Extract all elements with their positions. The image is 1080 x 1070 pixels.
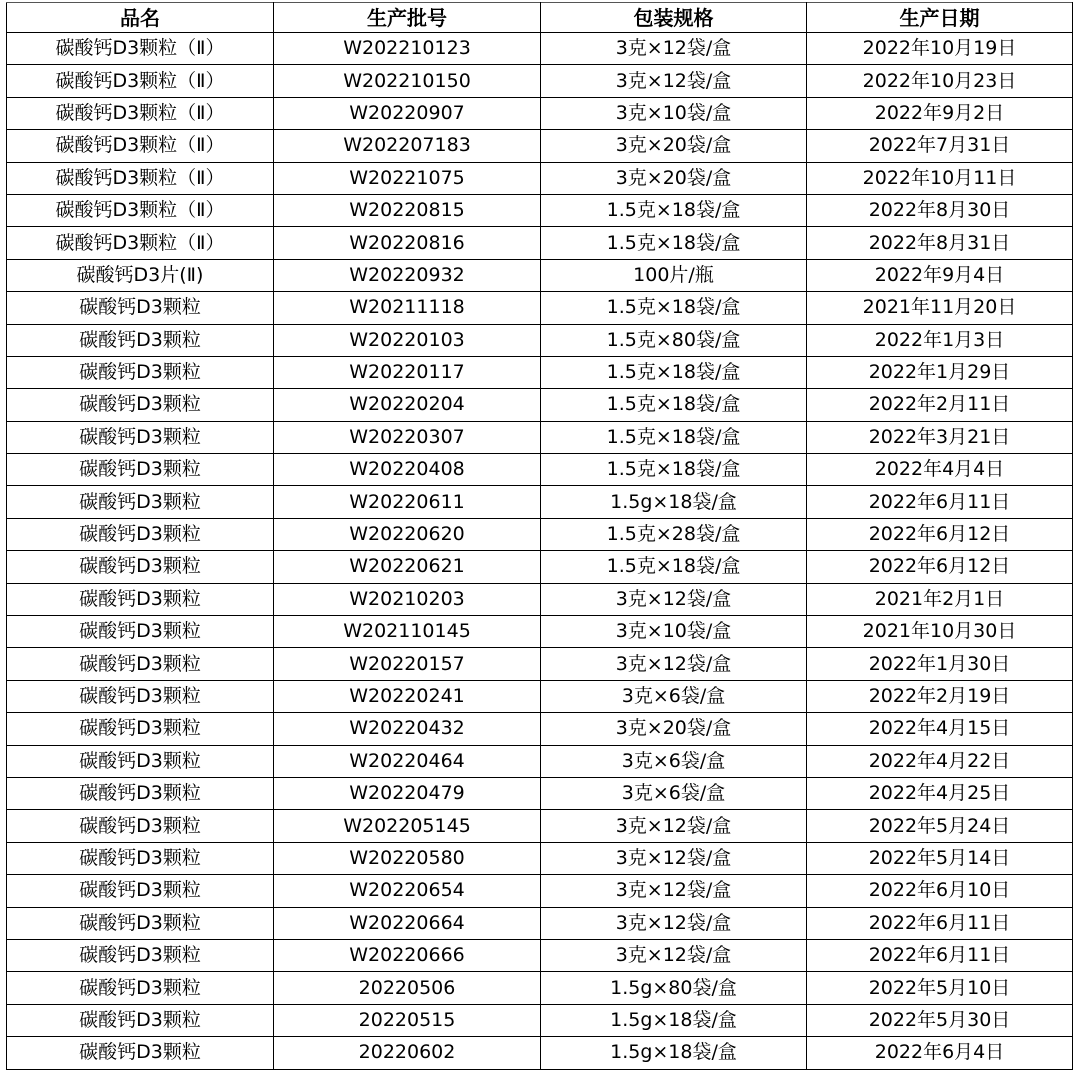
cell-package-spec: 1.5克×18袋/盒 [541, 194, 807, 226]
table-row [7, 648, 1073, 680]
table-row [7, 842, 1073, 874]
cell-batch-number: W20220907 [274, 97, 541, 129]
cell-production-date: 2022年6月11日 [807, 939, 1073, 971]
table-row [7, 162, 1073, 194]
cell-package-spec: 1.5克×18袋/盒 [541, 421, 807, 453]
cell-batch-number: W20220611 [274, 486, 541, 518]
table-row [7, 1037, 1073, 1069]
table-row [7, 194, 1073, 226]
cell-production-date: 2022年6月4日 [807, 1037, 1073, 1069]
header-product-name: 品名 [7, 3, 274, 33]
cell-batch-number: W20220117 [274, 356, 541, 388]
table-row [7, 777, 1073, 809]
cell-package-spec: 3克×10袋/盒 [541, 97, 807, 129]
table-row [7, 616, 1073, 648]
cell-product-name: 碳酸钙D3颗粒 [7, 907, 274, 939]
cell-production-date: 2022年6月10日 [807, 875, 1073, 907]
cell-package-spec: 100片/瓶 [541, 259, 807, 291]
cell-package-spec: 3克×10袋/盒 [541, 616, 807, 648]
cell-product-name: 碳酸钙D3颗粒（Ⅱ） [7, 130, 274, 162]
table-row [7, 97, 1073, 129]
table-row [7, 130, 1073, 162]
cell-batch-number: 20220602 [274, 1037, 541, 1069]
cell-product-name: 碳酸钙D3颗粒 [7, 1037, 274, 1069]
cell-batch-number: W20220307 [274, 421, 541, 453]
cell-batch-number: W20220620 [274, 518, 541, 550]
cell-product-name: 碳酸钙D3颗粒 [7, 324, 274, 356]
table-row [7, 65, 1073, 97]
cell-batch-number: 20220506 [274, 972, 541, 1004]
cell-product-name: 碳酸钙D3颗粒 [7, 454, 274, 486]
cell-package-spec: 3克×12袋/盒 [541, 907, 807, 939]
cell-product-name: 碳酸钙D3颗粒（Ⅱ） [7, 162, 274, 194]
cell-batch-number: W20220204 [274, 389, 541, 421]
cell-package-spec: 3克×20袋/盒 [541, 713, 807, 745]
cell-product-name: 碳酸钙D3颗粒 [7, 292, 274, 324]
cell-product-name: 碳酸钙D3颗粒（Ⅱ） [7, 65, 274, 97]
cell-batch-number: W202210123 [274, 33, 541, 65]
cell-production-date: 2022年10月23日 [807, 65, 1073, 97]
cell-product-name: 碳酸钙D3颗粒（Ⅱ） [7, 227, 274, 259]
header-row [7, 3, 1073, 33]
cell-package-spec: 1.5克×80袋/盒 [541, 324, 807, 356]
cell-package-spec: 3克×20袋/盒 [541, 162, 807, 194]
cell-batch-number: W202210150 [274, 65, 541, 97]
cell-product-name: 碳酸钙D3颗粒 [7, 842, 274, 874]
cell-production-date: 2022年5月30日 [807, 1004, 1073, 1036]
table-row [7, 907, 1073, 939]
cell-production-date: 2022年2月19日 [807, 680, 1073, 712]
cell-product-name: 碳酸钙D3颗粒（Ⅱ） [7, 33, 274, 65]
table-row [7, 389, 1073, 421]
cell-production-date: 2022年6月11日 [807, 486, 1073, 518]
cell-product-name: 碳酸钙D3颗粒（Ⅱ） [7, 194, 274, 226]
header-package-spec: 包装规格 [541, 3, 807, 33]
cell-batch-number: W20211118 [274, 292, 541, 324]
cell-product-name: 碳酸钙D3颗粒 [7, 713, 274, 745]
cell-product-name: 碳酸钙D3颗粒（Ⅱ） [7, 97, 274, 129]
cell-batch-number: W20220815 [274, 194, 541, 226]
cell-batch-number: W20220666 [274, 939, 541, 971]
cell-production-date: 2022年6月12日 [807, 518, 1073, 550]
cell-production-date: 2022年7月31日 [807, 130, 1073, 162]
table-row [7, 939, 1073, 971]
cell-package-spec: 3克×6袋/盒 [541, 680, 807, 712]
cell-production-date: 2022年4月4日 [807, 454, 1073, 486]
cell-product-name: 碳酸钙D3颗粒 [7, 486, 274, 518]
cell-production-date: 2022年5月10日 [807, 972, 1073, 1004]
table-row [7, 810, 1073, 842]
cell-batch-number: W20220464 [274, 745, 541, 777]
cell-product-name: 碳酸钙D3颗粒 [7, 680, 274, 712]
cell-package-spec: 1.5克×18袋/盒 [541, 227, 807, 259]
cell-package-spec: 1.5克×18袋/盒 [541, 454, 807, 486]
cell-product-name: 碳酸钙D3颗粒 [7, 616, 274, 648]
cell-product-name: 碳酸钙D3颗粒 [7, 972, 274, 1004]
table-row [7, 33, 1073, 65]
table-row [7, 551, 1073, 583]
cell-package-spec: 3克×12袋/盒 [541, 33, 807, 65]
cell-package-spec: 1.5g×18袋/盒 [541, 486, 807, 518]
cell-product-name: 碳酸钙D3颗粒 [7, 356, 274, 388]
table-body [7, 33, 1073, 1070]
cell-production-date: 2022年1月29日 [807, 356, 1073, 388]
cell-product-name: 碳酸钙D3颗粒 [7, 939, 274, 971]
cell-package-spec: 3克×12袋/盒 [541, 939, 807, 971]
cell-package-spec: 1.5克×18袋/盒 [541, 356, 807, 388]
cell-package-spec: 3克×12袋/盒 [541, 65, 807, 97]
table-row [7, 518, 1073, 550]
cell-product-name: 碳酸钙D3颗粒 [7, 518, 274, 550]
cell-production-date: 2021年2月1日 [807, 583, 1073, 615]
cell-product-name: 碳酸钙D3颗粒 [7, 551, 274, 583]
table-row [7, 324, 1073, 356]
cell-product-name: 碳酸钙D3颗粒 [7, 810, 274, 842]
cell-batch-number: 20220515 [274, 1004, 541, 1036]
cell-product-name: 碳酸钙D3颗粒 [7, 745, 274, 777]
table-row [7, 454, 1073, 486]
cell-package-spec: 1.5克×18袋/盒 [541, 292, 807, 324]
cell-batch-number: W202205145 [274, 810, 541, 842]
cell-production-date: 2021年10月30日 [807, 616, 1073, 648]
cell-production-date: 2022年10月19日 [807, 33, 1073, 65]
cell-batch-number: W20220621 [274, 551, 541, 583]
table-row [7, 583, 1073, 615]
cell-package-spec: 1.5g×18袋/盒 [541, 1037, 807, 1069]
cell-package-spec: 3克×12袋/盒 [541, 875, 807, 907]
cell-product-name: 碳酸钙D3颗粒 [7, 1004, 274, 1036]
cell-production-date: 2022年10月11日 [807, 162, 1073, 194]
cell-batch-number: W20220432 [274, 713, 541, 745]
cell-production-date: 2022年6月12日 [807, 551, 1073, 583]
cell-batch-number: W20220408 [274, 454, 541, 486]
cell-package-spec: 3克×20袋/盒 [541, 130, 807, 162]
table-row [7, 259, 1073, 291]
table-row [7, 875, 1073, 907]
cell-production-date: 2022年8月30日 [807, 194, 1073, 226]
cell-batch-number: W20210203 [274, 583, 541, 615]
cell-batch-number: W20220664 [274, 907, 541, 939]
table-row [7, 227, 1073, 259]
cell-product-name: 碳酸钙D3颗粒 [7, 875, 274, 907]
cell-batch-number: W20221075 [274, 162, 541, 194]
cell-batch-number: W20220580 [274, 842, 541, 874]
cell-batch-number: W202110145 [274, 616, 541, 648]
table-row [7, 972, 1073, 1004]
cell-product-name: 碳酸钙D3颗粒 [7, 389, 274, 421]
cell-production-date: 2021年11月20日 [807, 292, 1073, 324]
cell-package-spec: 3克×12袋/盒 [541, 810, 807, 842]
cell-package-spec: 3克×12袋/盒 [541, 842, 807, 874]
table-row [7, 713, 1073, 745]
cell-product-name: 碳酸钙D3颗粒 [7, 583, 274, 615]
cell-batch-number: W20220103 [274, 324, 541, 356]
table-row [7, 745, 1073, 777]
cell-production-date: 2022年8月31日 [807, 227, 1073, 259]
table-row [7, 680, 1073, 712]
cell-package-spec: 1.5g×18袋/盒 [541, 1004, 807, 1036]
cell-batch-number: W20220479 [274, 777, 541, 809]
cell-batch-number: W20220654 [274, 875, 541, 907]
cell-product-name: 碳酸钙D3颗粒 [7, 421, 274, 453]
cell-batch-number: W202207183 [274, 130, 541, 162]
cell-production-date: 2022年4月22日 [807, 745, 1073, 777]
cell-production-date: 2022年1月3日 [807, 324, 1073, 356]
cell-production-date: 2022年2月11日 [807, 389, 1073, 421]
cell-production-date: 2022年4月25日 [807, 777, 1073, 809]
cell-batch-number: W20220241 [274, 680, 541, 712]
cell-production-date: 2022年1月30日 [807, 648, 1073, 680]
cell-package-spec: 3克×12袋/盒 [541, 648, 807, 680]
cell-production-date: 2022年9月4日 [807, 259, 1073, 291]
cell-product-name: 碳酸钙D3片(Ⅱ) [7, 259, 274, 291]
cell-production-date: 2022年3月21日 [807, 421, 1073, 453]
cell-package-spec: 1.5克×18袋/盒 [541, 551, 807, 583]
table-row [7, 292, 1073, 324]
cell-production-date: 2022年6月11日 [807, 907, 1073, 939]
cell-package-spec: 1.5克×28袋/盒 [541, 518, 807, 550]
cell-batch-number: W20220157 [274, 648, 541, 680]
cell-product-name: 碳酸钙D3颗粒 [7, 648, 274, 680]
cell-production-date: 2022年9月2日 [807, 97, 1073, 129]
table-row [7, 1004, 1073, 1036]
cell-batch-number: W20220932 [274, 259, 541, 291]
cell-production-date: 2022年4月15日 [807, 713, 1073, 745]
cell-package-spec: 3克×6袋/盒 [541, 777, 807, 809]
cell-package-spec: 3克×6袋/盒 [541, 745, 807, 777]
cell-batch-number: W20220816 [274, 227, 541, 259]
table-row [7, 421, 1073, 453]
cell-package-spec: 1.5g×80袋/盒 [541, 972, 807, 1004]
table-row [7, 486, 1073, 518]
cell-production-date: 2022年5月24日 [807, 810, 1073, 842]
cell-package-spec: 3克×12袋/盒 [541, 583, 807, 615]
product-batch-table [6, 2, 1073, 1070]
header-production-date: 生产日期 [807, 3, 1073, 33]
header-batch-number: 生产批号 [274, 3, 541, 33]
cell-product-name: 碳酸钙D3颗粒 [7, 777, 274, 809]
table-row [7, 356, 1073, 388]
cell-package-spec: 1.5克×18袋/盒 [541, 389, 807, 421]
cell-production-date: 2022年5月14日 [807, 842, 1073, 874]
